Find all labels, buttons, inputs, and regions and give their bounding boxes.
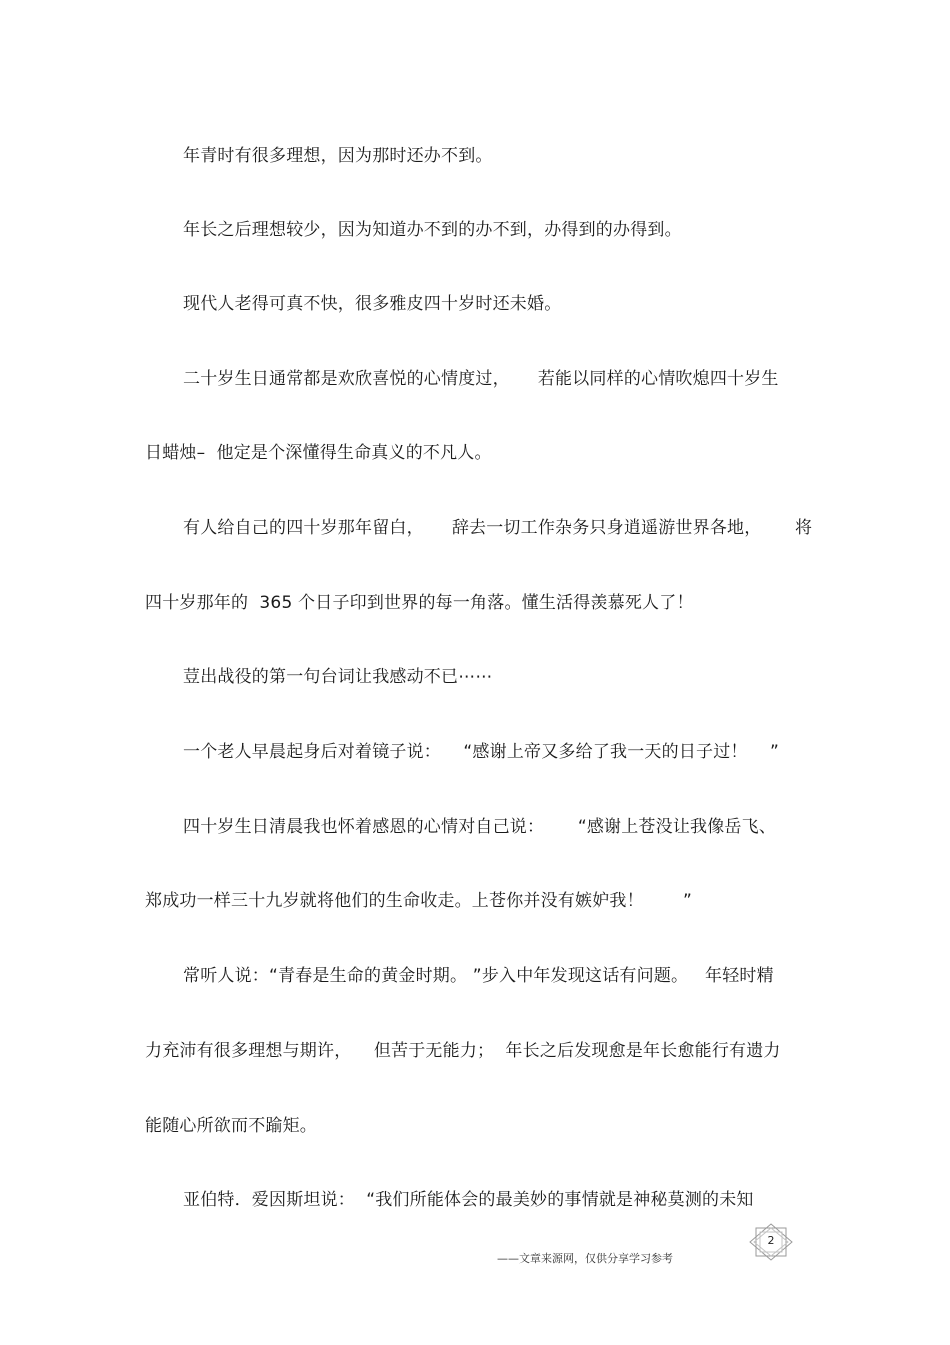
paragraph-line-8: 荳出战役的第一句台词让我感动不已⋯⋯ bbox=[183, 667, 493, 687]
paragraph-line-6: 有人给自己的四十岁那年留白， 辞去一切工作杂务只身逍遥游世界各地， 将 bbox=[183, 518, 813, 538]
paragraph-line-5: 日蜡烛– 他定是个深懂得生命真义的不凡人。 bbox=[145, 443, 492, 463]
paragraph-line-7: 四十岁那年的 365 个日子印到世界的每一角落。懂生活得羡慕死人了！ bbox=[145, 593, 694, 613]
footer-source-note: ——文章来源网，仅供分享学习参考 bbox=[497, 1252, 673, 1265]
paragraph-line-14: 能随心所欲而不踰矩。 bbox=[145, 1116, 317, 1136]
paragraph-line-15: 亚伯特．爱因斯坦说： “我们所能体会的最美妙的事情就是神秘莫测的未知 bbox=[183, 1190, 754, 1210]
paragraph-line-10: 四十岁生日清晨我也怀着感恩的心情对自己说： “感谢上苍没让我像岳飞、 bbox=[183, 817, 777, 837]
page-number: 2 bbox=[767, 1234, 775, 1247]
paragraph-line-4: 二十岁生日通常都是欢欣喜悦的心情度过， 若能以同样的心情吹熄四十岁生 bbox=[183, 369, 779, 389]
paragraph-line-12: 常听人说：“青春是生命的黄金时期。 ”步入中年发现这话有问题。 年轻时精 bbox=[183, 966, 774, 986]
paragraph-line-3: 现代人老得可真不快，很多雅皮四十岁时还未婚。 bbox=[183, 294, 562, 314]
page-number-badge bbox=[748, 1223, 794, 1261]
paragraph-line-9: 一个老人早晨起身后对着镜子说： “感谢上帝又多给了我一天的日子过！ ” bbox=[183, 742, 780, 762]
paragraph-line-1: 年青时有很多理想，因为那时还办不到。 bbox=[183, 146, 493, 166]
paragraph-line-13: 力充沛有很多理想与期许， 但苦于无能力； 年长之后发现愈是年长愈能行有遗力 bbox=[145, 1041, 781, 1061]
paragraph-line-2: 年长之后理想较少，因为知道办不到的办不到，办得到的办得到。 bbox=[183, 220, 682, 240]
paragraph-line-11: 郑成功一样三十九岁就将他们的生命收走。上苍你并没有嫉妒我！ ” bbox=[145, 891, 693, 911]
